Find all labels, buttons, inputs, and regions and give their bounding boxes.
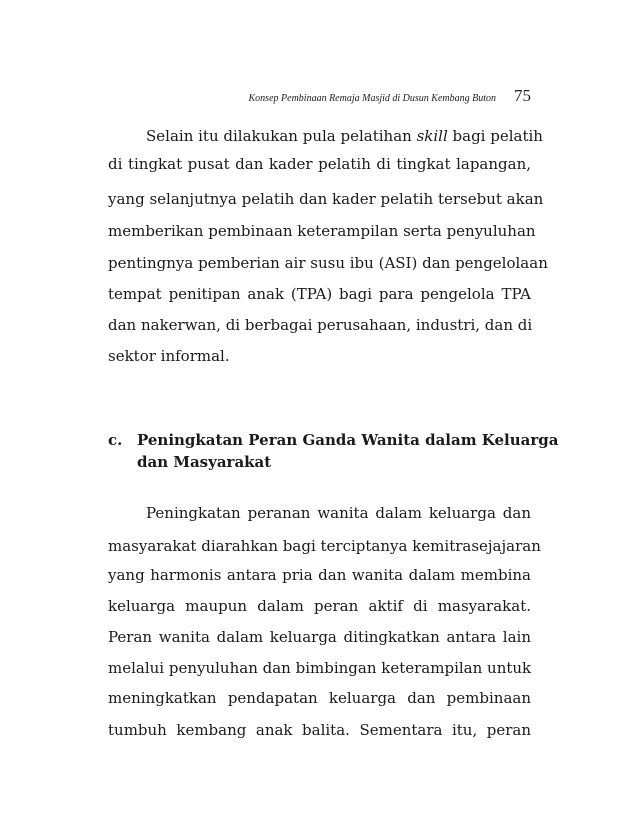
paragraph-1-line-4: memberikan pembinaan keterampilan serta penyuluhan [108,222,536,240]
paragraph-2-line-1: Peningkatan peranan wanita dalam keluarga dan [146,504,531,522]
p1-line1-text-a: Selain itu dilakukan pula pelatihan [146,127,417,145]
section-label: c. [108,431,123,449]
paragraph-2-line-4: keluarga maupun dalam peran aktif di masyarakat. [108,597,531,615]
paragraph-1-line-7: dan nakerwan, di berbagai perusahaan, industri, dan di [108,316,533,334]
paragraph-2-line-8: tumbuh kembang anak balita. Sementara itu, peran [108,721,531,739]
skill-italic: skill [416,127,448,145]
paragraph-1-line-5: pentingnya pemberian air susu ibu (ASI) dan pengelolaan [108,254,548,272]
paragraph-2-line-5: Peran wanita dalam keluarga ditingkatkan antara lain [108,628,531,646]
paragraph-2-line-7: meningkatkan pendapatan keluarga dan pembinaan [108,689,531,707]
paragraph-1-line-3: yang selanjutnya pelatih dan kader pelatih tersebut akan [108,190,544,208]
running-title: Konsep Pembinaan Remaja Masjid di Dusun Kembang Buton [248,93,496,104]
paragraph-2-line-2: masyarakat diarahkan bagi terciptanya kemitrasejajaran [108,537,541,555]
paragraph-2-line-3: yang harmonis antara pria dan wanita dalam membina [108,566,531,584]
paragraph-1-line-8: sektor informal. [108,347,230,365]
paragraph-1-line-6: tempat penitipan anak (TPA) bagi para pengelola TPA [108,285,531,303]
section-title-line-1: Peningkatan Peran Ganda Wanita dalam Keluarga [137,431,559,449]
page-header [249,86,531,106]
p1-line1-text-b: bagi pelatih [447,127,543,145]
paragraph-1-line-2: di tingkat pusat dan kader pelatih di tingkat lapangan, [108,155,531,173]
section-title-line-2: dan Masyarakat [137,453,272,471]
page-number: 75 [514,86,531,105]
paragraph-2-line-6: melalui penyuluhan dan bimbingan keterampilan untuk [108,659,532,677]
paragraph-1-line-1 [146,126,543,146]
